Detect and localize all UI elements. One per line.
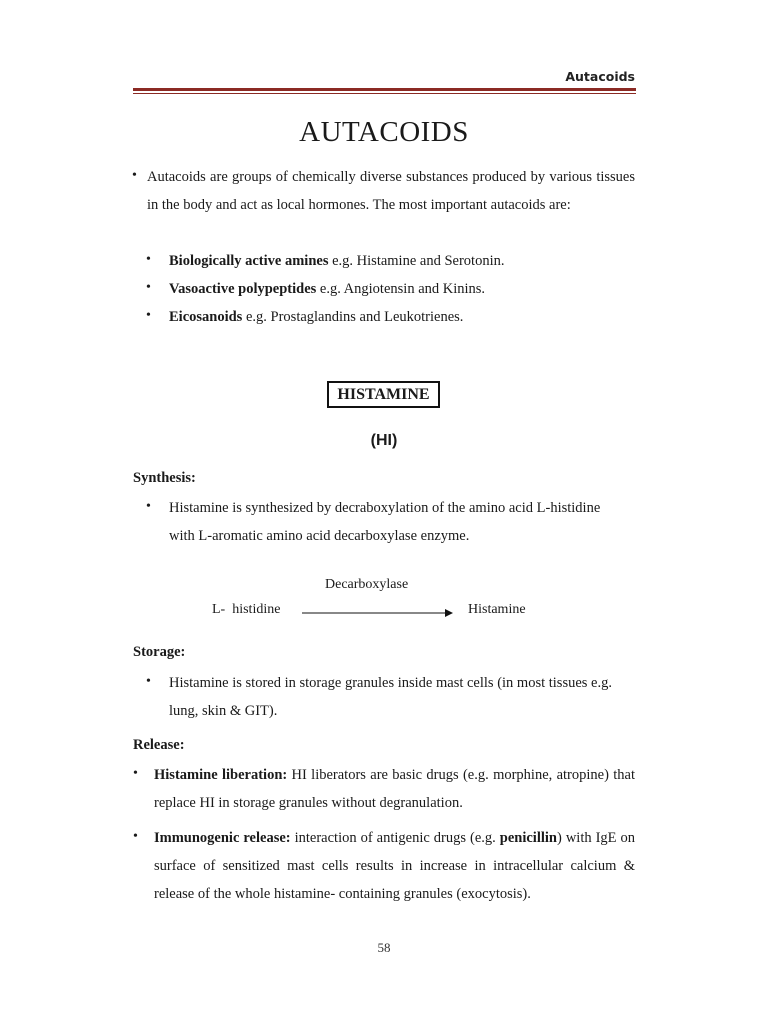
bullet-marker: • xyxy=(146,280,151,295)
reaction-product: Histamine xyxy=(468,602,526,617)
intro-paragraph: Autacoids are groups of chemically diverse substances produced by various tissues in the body and act as local hormones. The most important autacoids are: xyxy=(147,169,635,213)
release-item xyxy=(154,824,635,908)
bullet-marker: • xyxy=(146,499,151,514)
page-number: 58 xyxy=(377,940,391,955)
reaction-arrow xyxy=(300,606,456,620)
release-item-text: interaction of antigenic drugs (e.g. xyxy=(290,830,500,846)
list-item-text: e.g. Histamine and Serotonin. xyxy=(328,253,505,269)
bullet-marker: • xyxy=(146,252,151,267)
list-item xyxy=(169,247,629,275)
release-item-drug: penicillin xyxy=(499,830,557,846)
page-title: AUTACOIDS xyxy=(299,116,469,148)
release-item-term: Histamine liberation: xyxy=(154,767,288,783)
bullet-marker: • xyxy=(133,766,138,781)
section-title-box: HISTAMINE xyxy=(327,381,440,408)
bullet-marker: • xyxy=(133,829,138,844)
storage-text: Histamine is stored in storage granules inside mast cells (in most tissues e.g. lung, skin & GIT). xyxy=(169,675,612,719)
header-rule-thick xyxy=(133,88,636,91)
list-item-term: Vasoactive polypeptides xyxy=(169,281,317,297)
bullet-marker: • xyxy=(146,308,151,323)
list-item xyxy=(169,303,629,331)
bullet-marker: • xyxy=(132,168,137,183)
release-item-text: HI liberators are basic drugs (e.g. morphine, atropine) that replace HI in storage granules without degranulation. xyxy=(154,767,635,811)
bullet-marker: • xyxy=(146,674,151,689)
list-item-term: Biologically active amines xyxy=(169,253,329,269)
list-item-text: e.g. Angiotensin and Kinins. xyxy=(316,281,486,297)
storage-heading: Storage: xyxy=(133,644,186,660)
section-abbrev: (HI) xyxy=(370,432,398,449)
reaction-substrate: L- histidine xyxy=(212,602,281,617)
header-rule-thin xyxy=(133,93,636,94)
list-item xyxy=(169,275,629,303)
synthesis-text: Histamine is synthesized by decraboxylation of the amino acid L-histidine with L-aromatic amino acid decarboxylase enzyme. xyxy=(169,500,601,544)
release-item-term: Immunogenic release: xyxy=(154,830,291,846)
release-item xyxy=(154,761,635,817)
list-item-term: Eicosanoids xyxy=(169,309,243,325)
running-header: Autacoids xyxy=(565,69,635,84)
release-item-text: ) with IgE on surface of sensitized mast cells results in increase in intracellular calcium & release of the whole histamine- containing granules (exocytosis). xyxy=(154,830,636,902)
list-item-text: e.g. Prostaglandins and Leukotrienes. xyxy=(242,309,464,325)
synthesis-heading: Synthesis: xyxy=(133,470,196,486)
release-heading: Release: xyxy=(133,737,185,753)
reaction-enzyme: Decarboxylase xyxy=(325,577,409,592)
